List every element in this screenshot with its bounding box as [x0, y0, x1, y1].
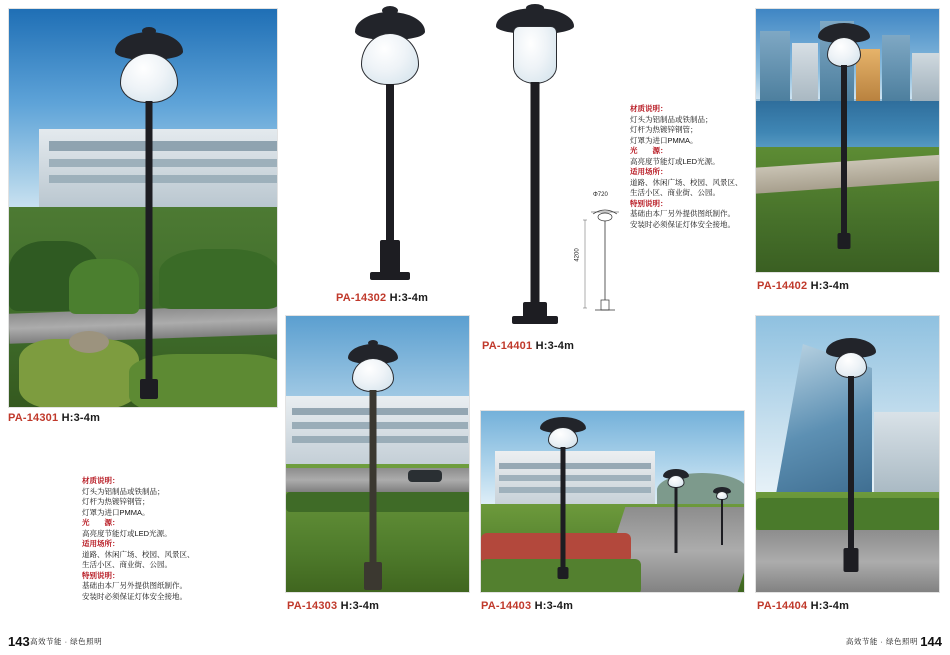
lamp-pole: [841, 65, 847, 240]
spec-note-heading: 特别说明：: [630, 198, 668, 208]
lamp-base: [838, 233, 851, 249]
spec-light-line: 高亮度节能灯或LED光源。: [630, 156, 720, 166]
spec-block-left: [82, 476, 195, 602]
model-code: PA-14401: [482, 340, 533, 352]
lamp-illustration-pa-14301: [109, 27, 189, 397]
model-height: H:3-4m: [535, 340, 575, 352]
spec-material-line: 灯罩为进口PMMA。: [82, 507, 150, 517]
lamp-base: [844, 548, 859, 572]
model-code: PA-14404: [757, 600, 808, 612]
spec-note-line: 基础由本厂另外提供图纸制作。: [630, 209, 735, 218]
lamp-illustration-pa-14302: [345, 6, 435, 286]
lamp-illustration-pa-14402: [814, 23, 874, 253]
lamp-base-plate: [370, 272, 410, 280]
model-height: H:3-4m: [389, 292, 429, 304]
model-height: H:3-4m: [810, 600, 850, 612]
building-shape: [882, 35, 910, 101]
spec-note-heading: 特别说明：: [82, 570, 120, 580]
caption-pa-14302: [336, 292, 428, 304]
lamp-illustration-background: [656, 469, 696, 559]
building-shape: [912, 53, 940, 101]
spec-material-line: 灯罩为进口PMMA。: [630, 135, 698, 145]
spec-light-line: 高亮度节能灯或LED光源。: [82, 528, 172, 538]
dimension-label-height: 4200: [574, 248, 581, 262]
model-height: H:3-4m: [340, 600, 380, 612]
product-photo-pa-14404: [755, 315, 940, 593]
footer-note-left: 高效节能 · 绿色照明: [30, 637, 103, 646]
rock-shape: [69, 331, 109, 353]
spec-material-line: 灯杆为热镀锌钢管；: [630, 125, 698, 134]
caption-pa-14303: [287, 600, 379, 612]
product-photo-pa-14403: [480, 410, 745, 593]
model-code: PA-14402: [757, 280, 808, 292]
spec-material-line: 灯杆为热镀锌钢管；: [82, 497, 150, 506]
lamp-base: [364, 562, 382, 590]
spec-light-heading: 光 源：: [630, 146, 668, 155]
lamp-base: [380, 240, 400, 274]
building-shape: [760, 31, 790, 101]
lamp-pole: [370, 390, 377, 570]
spec-usage-line: 生活小区、商业街、公园。: [82, 560, 172, 569]
spec-usage-line: 道路、休闲广场、校园、风景区、: [82, 549, 195, 559]
spec-material-heading: 材质说明：: [82, 476, 120, 485]
technical-drawing-svg: [575, 200, 635, 320]
lamp-pole: [721, 499, 723, 545]
spec-light-heading: 光 源：: [82, 518, 120, 527]
spec-note-line: 安装时必须保证灯体安全接地。: [630, 219, 735, 229]
lamp-pole: [146, 101, 153, 391]
spec-usage-line: 道路、休闲广场、校园、风景区、: [630, 177, 743, 187]
lamp-base: [558, 567, 569, 579]
model-height: H:3-4m: [534, 600, 574, 612]
model-height: H:3-4m: [810, 280, 850, 292]
lamp-glass-diffuser: [835, 352, 867, 378]
lamp-base-plate: [512, 316, 558, 324]
model-height: H:3-4m: [61, 412, 101, 424]
product-photo-pa-14303: [285, 315, 470, 593]
car-shape: [408, 470, 442, 482]
product-photo-pa-14301: [8, 8, 278, 408]
spec-usage-heading: 适用场所：: [82, 539, 120, 548]
lamp-glass-diffuser: [827, 37, 861, 67]
spec-block-right: [630, 104, 743, 230]
lamp-illustration-pa-14404: [818, 338, 884, 578]
caption-pa-14402: [757, 280, 849, 292]
lamp-base: [140, 379, 158, 399]
model-code: PA-14403: [481, 600, 532, 612]
lamp-glass-diffuser: [361, 33, 419, 85]
caption-pa-14401: [482, 340, 574, 352]
spec-note-line: 安装时必须保证灯体安全接地。: [82, 591, 187, 601]
technical-drawing: [574, 192, 635, 320]
footer-note-right: 高效节能 · 绿色照明: [845, 637, 918, 646]
spec-material-heading: 材质说明：: [630, 104, 668, 113]
caption-pa-14301: [8, 412, 100, 424]
spec-material-line: 灯头为铝制品或铁制品；: [82, 486, 165, 496]
page-number-left: 143: [8, 634, 30, 649]
lamp-illustration-pa-14303: [338, 340, 408, 588]
lamp-pole: [531, 82, 540, 312]
spec-material-line: 灯头为铝制品或铁制品；: [630, 114, 713, 124]
lamp-glass-diffuser: [548, 427, 578, 449]
lamp-pole: [675, 487, 678, 553]
lamp-pole: [561, 447, 566, 572]
lamp-illustration-pa-14401: [485, 4, 585, 334]
lamp-illustration-background: [707, 487, 737, 551]
lamp-glass-diffuser: [352, 358, 394, 392]
spec-note-line: 基础由本厂另外提供图纸制作。: [82, 581, 187, 590]
lamp-glass-diffuser: [513, 26, 557, 84]
model-code: PA-14303: [287, 600, 338, 612]
page-number-right: 144: [920, 634, 942, 649]
caption-pa-14404: [757, 600, 849, 612]
dimension-label-diameter: Φ720: [593, 192, 608, 198]
product-photo-pa-14402: [755, 8, 940, 273]
model-code: PA-14301: [8, 412, 59, 424]
spec-usage-heading: 适用场所：: [630, 167, 668, 176]
model-code: PA-14302: [336, 292, 387, 304]
lamp-glass-diffuser: [120, 53, 178, 103]
lamp-pole: [848, 376, 854, 554]
caption-pa-14403: [481, 600, 573, 612]
lamp-pole: [386, 84, 394, 244]
lamp-illustration-pa-14403: [533, 417, 593, 582]
spec-usage-line: 生活小区、商业街、公园。: [630, 188, 720, 197]
